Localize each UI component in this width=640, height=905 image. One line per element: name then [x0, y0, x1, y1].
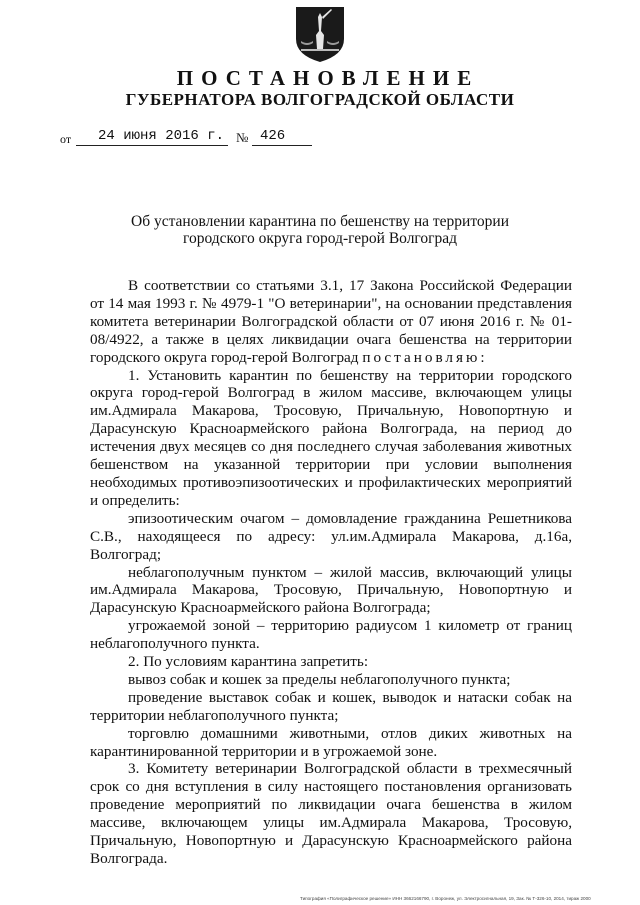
- clause-1: 1. Установить карантин по бешенству на территории городского округа город-герой Волгоград в жилом массиве, включающем улицы им.Адмирала Макарова, Тросовую, Причальную, Новопортную и Дарасунскую Красноармейского района Волгограда, на период до истечения двух месяцев со дня последнего случая заболевания животных бешенством на указанной территории при условии выполнения необходимых противоэпизоотических и профилактических мероприятий и определить:: [90, 366, 572, 509]
- clause-3: 3. Комитету ветеринарии Волгоградской области в трехмесячный срок со дня вступления в силу настоящего постановления организовать проведение мероприятий по ликвидации очага бешенства в жилом массиве, включающем улицы им.Адмирала Макарова, Тросовую, Причальную, Новопортную и Дарасунскую Красноармейского района Волгограда.: [90, 760, 572, 867]
- document-number: 426: [260, 128, 286, 144]
- clause-1-unsafe-point: неблагополучным пунктом – жилой массив, включающий улицы им.Адмирала Макарова, Тросовую, Причальную, Новопортную и Дарасунскую Красноармейского района Волгограда;: [90, 563, 572, 617]
- document-meta: [60, 128, 360, 148]
- document-date: 24 июня 2016 г.: [98, 128, 225, 144]
- issuer-title: ГУБЕРНАТОРА ВОЛГОГРАДСКОЙ ОБЛАСТИ: [125, 90, 515, 109]
- intro-paragraph: [90, 277, 572, 367]
- intro-text: В соответствии со статьями 3.1, 17 Закона Российской Федерации от 14 мая 1993 г. № 4979-1 "О ветеринарии", на основании представления комитета ветеринарии Волгоградской области от 07 июня 2016 г. № 01-08/4922, а также в целях ликвидации очага бешенства на территории городского округа город-герой Волгоград: [90, 277, 572, 366]
- document-body: [90, 277, 572, 868]
- number-underline: [252, 145, 312, 146]
- printer-imprint: Типография «Полиграфическое решение» ИНН 3662166790, г. Воронеж, ул. Электросигнальная, 19, Зак. № Т-326-10, 2014, тираж 2000: [300, 896, 591, 901]
- clause-1-focus: эпизоотическим очагом – домовладение гражданина Решетникова С.В., находящееся по адресу: ул.им.Адмирала Макарова, д.16а, Волгоград;: [90, 509, 572, 563]
- subject-line-2: городского округа город-герой Волгоград: [182, 230, 458, 247]
- clause-2-trade-ban: торговлю домашними животными, отлов диких животных на карантинированной территории и в угрожаемой зоне.: [90, 724, 572, 760]
- decree-keyword: постановляю:: [362, 348, 488, 366]
- document-subject: [110, 213, 530, 247]
- clause-2: 2. По условиям карантина запретить:: [128, 653, 369, 671]
- coat-of-arms-icon: [293, 5, 347, 63]
- number-prefix: №: [236, 130, 249, 145]
- clause-1-threat-zone: угрожаемой зоной – территорию радиусом 1 километр от границ неблагополучного пункта.: [90, 617, 572, 653]
- subject-line-1: Об установлении карантина по бешенству на территории: [131, 213, 509, 230]
- date-underline: [76, 145, 228, 146]
- document-type-title: ПОСТАНОВЛЕНИЕ: [176, 66, 480, 90]
- clause-2-exhibition-ban: проведение выставок собак и кошек, выводок и натаски собак на территории неблагополучного пункта;: [90, 688, 572, 724]
- clause-2-export-ban: вывоз собак и кошек за пределы неблагополучного пункта;: [128, 670, 511, 688]
- date-prefix: от: [60, 132, 72, 146]
